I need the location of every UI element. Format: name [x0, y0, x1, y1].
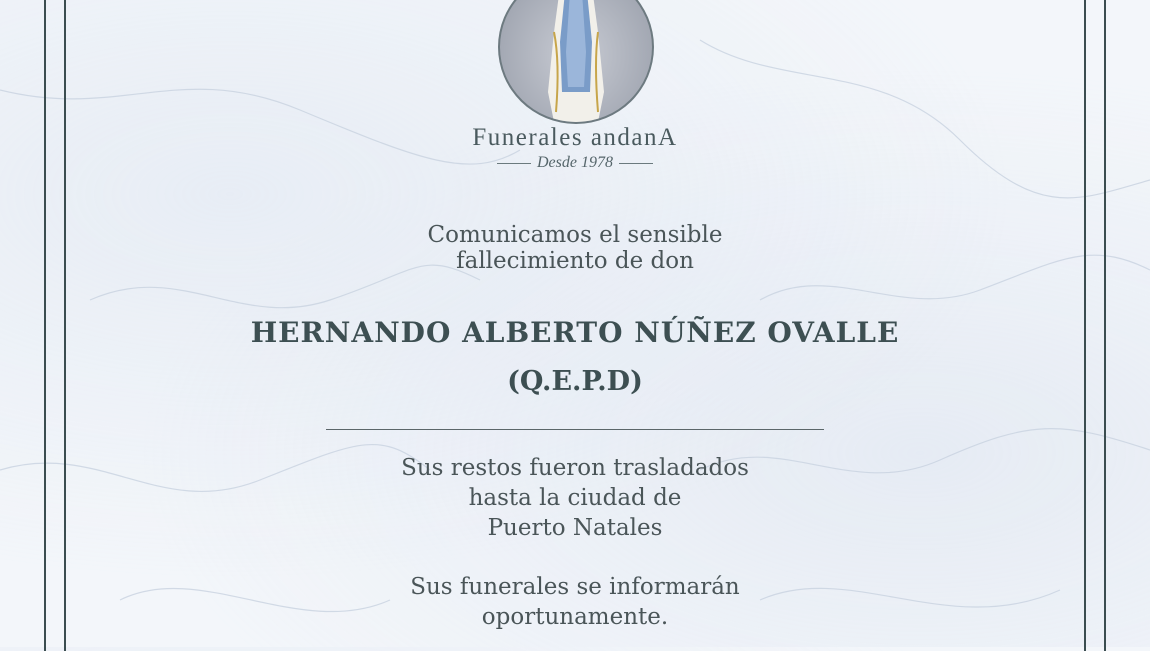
intro-line-2: fallecimiento de don: [456, 248, 694, 274]
remains-line-2: hasta la ciudad de: [468, 485, 682, 511]
remains-line-3: Puerto Natales: [487, 515, 663, 541]
tagline-dash-left: [497, 163, 531, 164]
funeral-line-1: Sus funerales se informarán: [410, 574, 740, 600]
divider-line: [326, 429, 824, 430]
qepd-label: (Q.E.P.D): [507, 366, 643, 397]
deceased-name: HERNANDO ALBERTO NÚÑEZ OVALLE: [250, 316, 900, 349]
funeral-home-name: Funerales andanA: [472, 124, 678, 151]
since-tagline: [0, 154, 1150, 172]
remains-line-1: Sus restos fueron trasladados: [401, 455, 749, 481]
tagline-dash-right: [619, 163, 653, 164]
since-text: Desde 1978: [537, 154, 613, 171]
intro-line-1: Comunicamos el sensible: [427, 222, 723, 248]
funeral-line-2: oportunamente.: [481, 604, 669, 630]
